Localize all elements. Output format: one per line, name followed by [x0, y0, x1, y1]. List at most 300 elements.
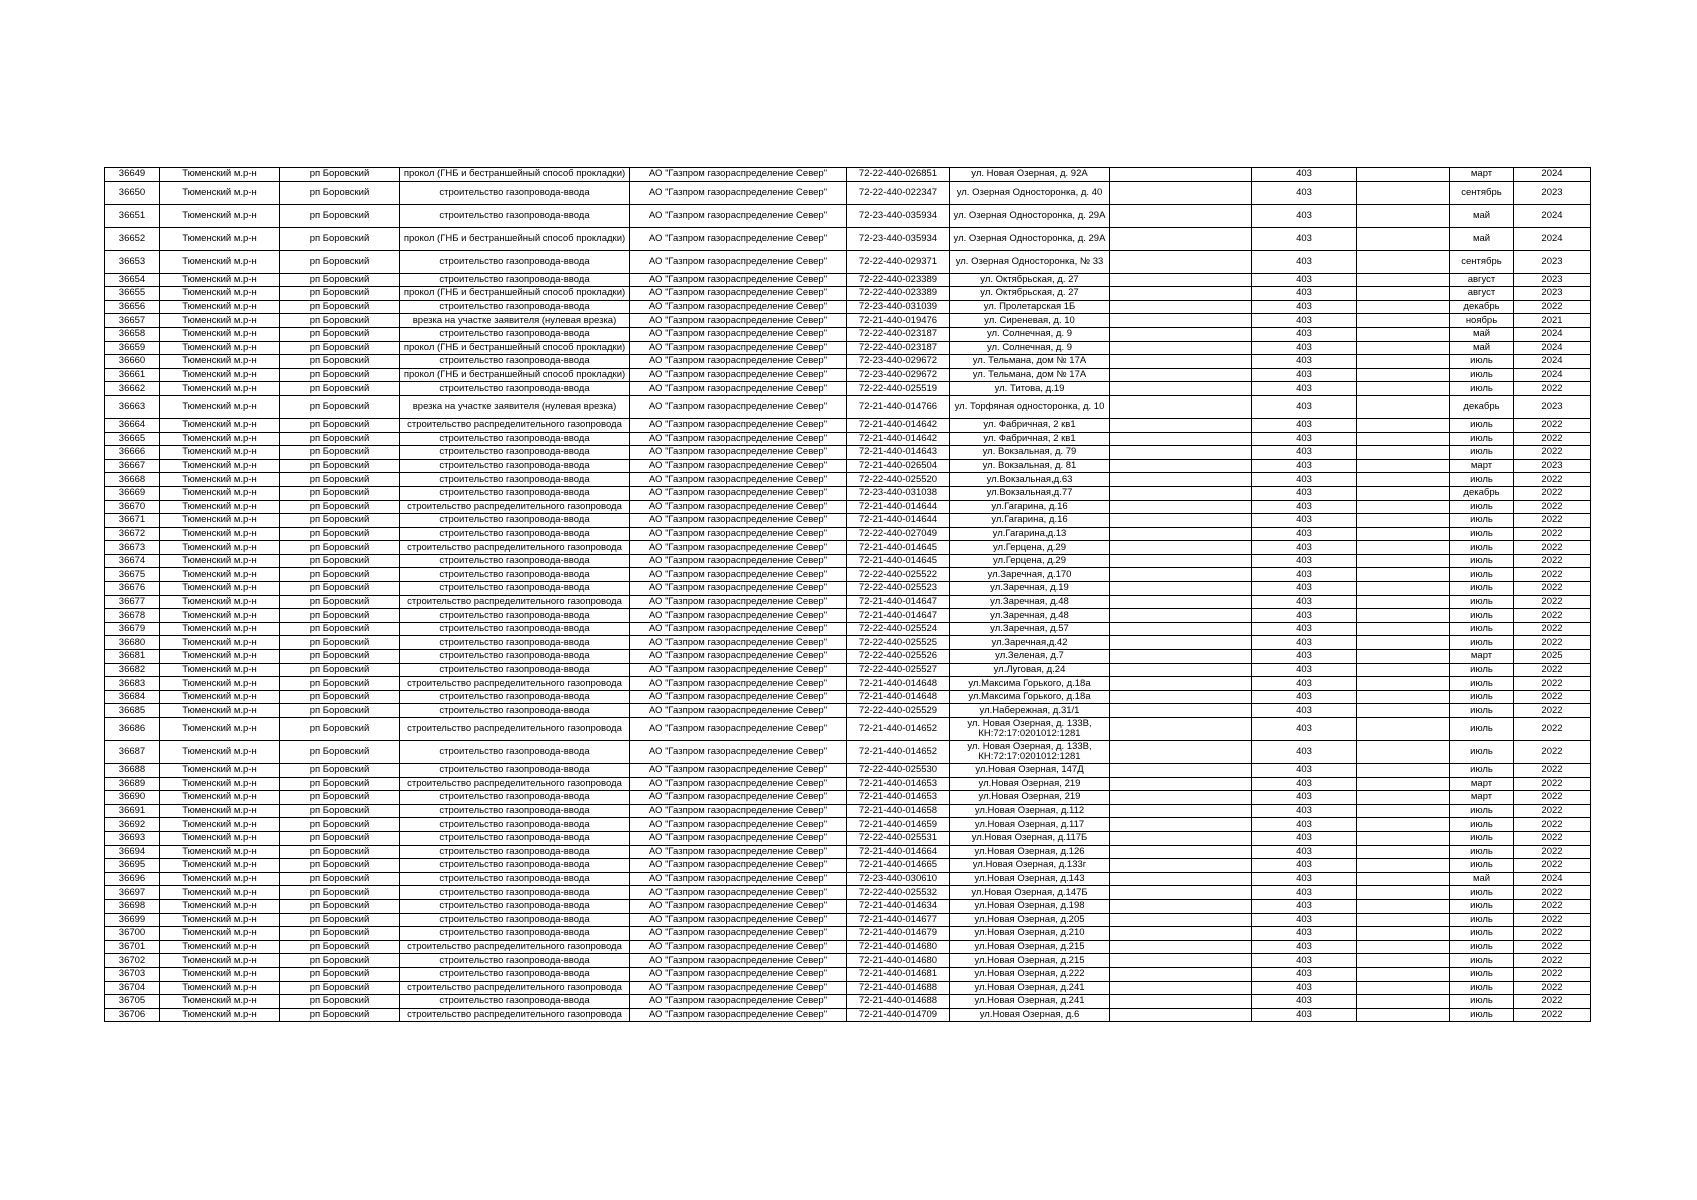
number-cell: 72-21-440-014653 — [847, 777, 950, 791]
organization-cell: АО "Газпром газораспределение Север" — [630, 609, 847, 623]
address-cell: ул.Заречная, д.19 — [950, 582, 1110, 596]
table-row — [105, 804, 1591, 818]
table-row — [105, 995, 1591, 1009]
empty-cell — [1110, 872, 1252, 886]
address-cell: ул. Озерная Односторонка, д. 29А — [950, 204, 1110, 227]
number-cell: 72-22-440-025525 — [847, 636, 950, 650]
number-cell: 72-22-440-027049 — [847, 527, 950, 541]
empty-cell — [1110, 355, 1252, 369]
work-type-cell: строительство распределительного газопровода — [400, 500, 630, 514]
organization-cell: АО "Газпром газораспределение Север" — [630, 554, 847, 568]
district-cell: Тюменский м.р-н — [160, 568, 280, 582]
year-cell: 2024 — [1514, 355, 1591, 369]
empty-cell — [1110, 314, 1252, 328]
work-type-cell: строительство газопровода-ввода — [400, 886, 630, 900]
year-cell: 2022 — [1514, 899, 1591, 913]
record-id-cell: 36650 — [105, 181, 160, 204]
code-cell: 403 — [1252, 168, 1357, 182]
empty-cell — [1357, 845, 1450, 859]
month-cell: май — [1450, 327, 1514, 341]
work-type-cell: строительство газопровода-ввода — [400, 899, 630, 913]
code-cell: 403 — [1252, 314, 1357, 328]
empty-cell — [1110, 204, 1252, 227]
number-cell: 72-23-440-030610 — [847, 872, 950, 886]
year-cell: 2022 — [1514, 940, 1591, 954]
table-row — [105, 663, 1591, 677]
empty-cell — [1357, 859, 1450, 873]
year-cell: 2022 — [1514, 418, 1591, 432]
code-cell: 403 — [1252, 609, 1357, 623]
record-id-cell: 36685 — [105, 704, 160, 718]
organization-cell: АО "Газпром газораспределение Север" — [630, 872, 847, 886]
address-cell: ул.Новая Озерная, д.215 — [950, 954, 1110, 968]
organization-cell: АО "Газпром газораспределение Север" — [630, 818, 847, 832]
record-id-cell: 36672 — [105, 527, 160, 541]
address-cell: ул. Вокзальная, д. 79 — [950, 446, 1110, 460]
settlement-cell: рп Боровский — [280, 204, 400, 227]
address-cell: ул.Гагарина, д.16 — [950, 500, 1110, 514]
address-cell: ул. Озерная Односторонка, д. 29А — [950, 227, 1110, 250]
settlement-cell: рп Боровский — [280, 1008, 400, 1022]
district-cell: Тюменский м.р-н — [160, 287, 280, 301]
organization-cell: АО "Газпром газораспределение Север" — [630, 791, 847, 805]
address-cell: ул.Новая Озерная, д.143 — [950, 872, 1110, 886]
table-row — [105, 859, 1591, 873]
district-cell: Тюменский м.р-н — [160, 818, 280, 832]
number-cell: 72-22-440-023187 — [847, 341, 950, 355]
work-type-cell: прокол (ГНБ и бестраншейный способ прокладки) — [400, 227, 630, 250]
record-id-cell: 36680 — [105, 636, 160, 650]
settlement-cell: рп Боровский — [280, 273, 400, 287]
table-row — [105, 341, 1591, 355]
address-cell: ул.Новая Озерная, д.241 — [950, 981, 1110, 995]
number-cell: 72-21-440-014677 — [847, 913, 950, 927]
table-row — [105, 704, 1591, 718]
empty-cell — [1357, 764, 1450, 778]
empty-cell — [1110, 250, 1252, 273]
organization-cell: АО "Газпром газораспределение Север" — [630, 899, 847, 913]
settlement-cell: рп Боровский — [280, 250, 400, 273]
month-cell: июль — [1450, 568, 1514, 582]
code-cell: 403 — [1252, 954, 1357, 968]
table-row — [105, 446, 1591, 460]
table-row — [105, 204, 1591, 227]
organization-cell: АО "Газпром газораспределение Север" — [630, 804, 847, 818]
month-cell: июль — [1450, 636, 1514, 650]
district-cell: Тюменский м.р-н — [160, 181, 280, 204]
empty-cell — [1357, 554, 1450, 568]
empty-cell — [1110, 859, 1252, 873]
settlement-cell: рп Боровский — [280, 886, 400, 900]
district-cell: Тюменский м.р-н — [160, 300, 280, 314]
month-cell: июль — [1450, 818, 1514, 832]
work-type-cell: строительство газопровода-ввода — [400, 650, 630, 664]
empty-cell — [1357, 791, 1450, 805]
district-cell: Тюменский м.р-н — [160, 273, 280, 287]
address-cell: ул. Тельмана, дом № 17А — [950, 368, 1110, 382]
number-cell: 72-21-440-014645 — [847, 541, 950, 555]
empty-cell — [1357, 886, 1450, 900]
table-row — [105, 418, 1591, 432]
organization-cell: АО "Газпром газораспределение Север" — [630, 690, 847, 704]
work-type-cell: прокол (ГНБ и бестраншейный способ прокладки) — [400, 368, 630, 382]
table-row — [105, 382, 1591, 396]
empty-cell — [1110, 368, 1252, 382]
empty-cell — [1357, 514, 1450, 528]
settlement-cell: рп Боровский — [280, 568, 400, 582]
settlement-cell: рп Боровский — [280, 940, 400, 954]
organization-cell: АО "Газпром газораспределение Север" — [630, 418, 847, 432]
address-cell: ул.Новая Озерная, 219 — [950, 777, 1110, 791]
district-cell: Тюменский м.р-н — [160, 314, 280, 328]
work-type-cell: строительство газопровода-ввода — [400, 554, 630, 568]
code-cell: 403 — [1252, 227, 1357, 250]
work-type-cell: строительство газопровода-ввода — [400, 446, 630, 460]
organization-cell: АО "Газпром газораспределение Север" — [630, 181, 847, 204]
year-cell: 2022 — [1514, 527, 1591, 541]
month-cell: июль — [1450, 704, 1514, 718]
year-cell: 2022 — [1514, 595, 1591, 609]
empty-cell — [1110, 622, 1252, 636]
month-cell: июль — [1450, 432, 1514, 446]
code-cell: 403 — [1252, 582, 1357, 596]
year-cell: 2024 — [1514, 327, 1591, 341]
empty-cell — [1110, 663, 1252, 677]
number-cell: 72-22-440-025522 — [847, 568, 950, 582]
code-cell: 403 — [1252, 777, 1357, 791]
organization-cell: АО "Газпром газораспределение Север" — [630, 432, 847, 446]
table-row — [105, 845, 1591, 859]
number-cell: 72-23-440-031038 — [847, 486, 950, 500]
record-id-cell: 36652 — [105, 227, 160, 250]
record-id-cell: 36675 — [105, 568, 160, 582]
year-cell: 2022 — [1514, 981, 1591, 995]
code-cell: 403 — [1252, 595, 1357, 609]
address-cell: ул. Новая Озерная, д. 133В, КН:72:17:0201012:1281 — [950, 741, 1110, 764]
table-row — [105, 940, 1591, 954]
table-row — [105, 432, 1591, 446]
month-cell: июль — [1450, 541, 1514, 555]
record-id-cell: 36673 — [105, 541, 160, 555]
month-cell: июль — [1450, 886, 1514, 900]
number-cell: 72-22-440-025524 — [847, 622, 950, 636]
empty-cell — [1357, 818, 1450, 832]
code-cell: 403 — [1252, 845, 1357, 859]
code-cell: 403 — [1252, 473, 1357, 487]
empty-cell — [1110, 886, 1252, 900]
district-cell: Тюменский м.р-н — [160, 967, 280, 981]
code-cell: 403 — [1252, 622, 1357, 636]
table-row — [105, 395, 1591, 418]
month-cell: июль — [1450, 446, 1514, 460]
organization-cell: АО "Газпром газораспределение Север" — [630, 981, 847, 995]
month-cell: июль — [1450, 927, 1514, 941]
settlement-cell: рп Боровский — [280, 168, 400, 182]
number-cell: 72-23-440-029672 — [847, 355, 950, 369]
year-cell: 2022 — [1514, 777, 1591, 791]
organization-cell: АО "Газпром газораспределение Север" — [630, 704, 847, 718]
empty-cell — [1357, 273, 1450, 287]
year-cell: 2022 — [1514, 446, 1591, 460]
table-row — [105, 913, 1591, 927]
empty-cell — [1110, 541, 1252, 555]
code-cell: 403 — [1252, 677, 1357, 691]
number-cell: 72-23-440-029672 — [847, 368, 950, 382]
month-cell: июль — [1450, 913, 1514, 927]
address-cell: ул. Вокзальная, д. 81 — [950, 459, 1110, 473]
work-type-cell: строительство распределительного газопровода — [400, 541, 630, 555]
empty-cell — [1357, 500, 1450, 514]
table-row — [105, 981, 1591, 995]
address-cell: ул.Новая Озерная, д.241 — [950, 995, 1110, 1009]
empty-cell — [1357, 718, 1450, 741]
month-cell: июль — [1450, 859, 1514, 873]
code-cell: 403 — [1252, 355, 1357, 369]
year-cell: 2022 — [1514, 718, 1591, 741]
record-id-cell: 36684 — [105, 690, 160, 704]
work-type-cell: строительство газопровода-ввода — [400, 486, 630, 500]
empty-cell — [1357, 650, 1450, 664]
settlement-cell: рп Боровский — [280, 355, 400, 369]
table-row — [105, 609, 1591, 623]
empty-cell — [1357, 227, 1450, 250]
code-cell: 403 — [1252, 899, 1357, 913]
code-cell: 403 — [1252, 541, 1357, 555]
work-type-cell: строительство газопровода-ввода — [400, 204, 630, 227]
month-cell: декабрь — [1450, 395, 1514, 418]
empty-cell — [1357, 595, 1450, 609]
month-cell: март — [1450, 791, 1514, 805]
district-cell: Тюменский м.р-н — [160, 582, 280, 596]
number-cell: 72-21-440-014688 — [847, 981, 950, 995]
empty-cell — [1357, 314, 1450, 328]
record-id-cell: 36662 — [105, 382, 160, 396]
year-cell: 2022 — [1514, 568, 1591, 582]
settlement-cell: рп Боровский — [280, 927, 400, 941]
organization-cell: АО "Газпром газораспределение Север" — [630, 527, 847, 541]
year-cell: 2022 — [1514, 677, 1591, 691]
address-cell: ул.Новая Озерная, д.222 — [950, 967, 1110, 981]
empty-cell — [1357, 473, 1450, 487]
month-cell: июль — [1450, 981, 1514, 995]
number-cell: 72-21-440-014645 — [847, 554, 950, 568]
address-cell: ул.Заречная, д.48 — [950, 595, 1110, 609]
year-cell: 2022 — [1514, 582, 1591, 596]
district-cell: Тюменский м.р-н — [160, 791, 280, 805]
record-id-cell: 36659 — [105, 341, 160, 355]
address-cell: ул.Заречная,д.42 — [950, 636, 1110, 650]
number-cell: 72-23-440-035934 — [847, 204, 950, 227]
empty-cell — [1110, 327, 1252, 341]
district-cell: Тюменский м.р-н — [160, 718, 280, 741]
empty-cell — [1357, 741, 1450, 764]
code-cell: 403 — [1252, 432, 1357, 446]
year-cell: 2022 — [1514, 831, 1591, 845]
empty-cell — [1110, 791, 1252, 805]
table-row — [105, 181, 1591, 204]
district-cell: Тюменский м.р-н — [160, 981, 280, 995]
empty-cell — [1110, 650, 1252, 664]
empty-cell — [1110, 473, 1252, 487]
organization-cell: АО "Газпром газораспределение Север" — [630, 250, 847, 273]
year-cell: 2023 — [1514, 459, 1591, 473]
district-cell: Тюменский м.р-н — [160, 327, 280, 341]
organization-cell: АО "Газпром газораспределение Север" — [630, 500, 847, 514]
settlement-cell: рп Боровский — [280, 804, 400, 818]
empty-cell — [1357, 204, 1450, 227]
month-cell: июль — [1450, 582, 1514, 596]
organization-cell: АО "Газпром газораспределение Север" — [630, 473, 847, 487]
number-cell: 72-21-440-014709 — [847, 1008, 950, 1022]
year-cell: 2024 — [1514, 872, 1591, 886]
district-cell: Тюменский м.р-н — [160, 913, 280, 927]
record-id-cell: 36698 — [105, 899, 160, 913]
address-cell: ул.Новая Озерная, д.133г — [950, 859, 1110, 873]
record-id-cell: 36663 — [105, 395, 160, 418]
address-cell: ул.Новая Озерная, 147Д — [950, 764, 1110, 778]
code-cell: 403 — [1252, 341, 1357, 355]
empty-cell — [1357, 872, 1450, 886]
number-cell: 72-21-440-014680 — [847, 940, 950, 954]
district-cell: Тюменский м.р-н — [160, 650, 280, 664]
work-type-cell: строительство газопровода-ввода — [400, 791, 630, 805]
settlement-cell: рп Боровский — [280, 636, 400, 650]
number-cell: 72-21-440-014664 — [847, 845, 950, 859]
number-cell: 72-21-440-014659 — [847, 818, 950, 832]
empty-cell — [1357, 636, 1450, 650]
record-id-cell: 36667 — [105, 459, 160, 473]
month-cell: июль — [1450, 595, 1514, 609]
empty-cell — [1110, 899, 1252, 913]
year-cell: 2022 — [1514, 541, 1591, 555]
number-cell: 72-21-440-014634 — [847, 899, 950, 913]
work-type-cell: строительство газопровода-ввода — [400, 995, 630, 1009]
empty-cell — [1110, 595, 1252, 609]
year-cell: 2024 — [1514, 227, 1591, 250]
empty-cell — [1357, 287, 1450, 301]
number-cell: 72-22-440-025531 — [847, 831, 950, 845]
table-row — [105, 764, 1591, 778]
address-cell: ул.Новая Озерная, 219 — [950, 791, 1110, 805]
empty-cell — [1110, 432, 1252, 446]
work-type-cell: строительство газопровода-ввода — [400, 872, 630, 886]
month-cell: июль — [1450, 514, 1514, 528]
table-row — [105, 872, 1591, 886]
empty-cell — [1357, 181, 1450, 204]
work-type-cell: строительство газопровода-ввода — [400, 250, 630, 273]
settlement-cell: рп Боровский — [280, 899, 400, 913]
work-type-cell: прокол (ГНБ и бестраншейный способ прокладки) — [400, 168, 630, 182]
code-cell: 403 — [1252, 791, 1357, 805]
settlement-cell: рп Боровский — [280, 677, 400, 691]
year-cell: 2022 — [1514, 609, 1591, 623]
year-cell: 2022 — [1514, 927, 1591, 941]
number-cell: 72-21-440-014652 — [847, 741, 950, 764]
settlement-cell: рп Боровский — [280, 954, 400, 968]
month-cell: март — [1450, 459, 1514, 473]
empty-cell — [1357, 418, 1450, 432]
table-row — [105, 355, 1591, 369]
month-cell: июль — [1450, 368, 1514, 382]
code-cell: 403 — [1252, 1008, 1357, 1022]
empty-cell — [1110, 704, 1252, 718]
number-cell: 72-22-440-025530 — [847, 764, 950, 778]
record-id-cell: 36666 — [105, 446, 160, 460]
table-row — [105, 650, 1591, 664]
address-cell: ул. Сиреневая, д. 10 — [950, 314, 1110, 328]
address-cell: ул. Октябрьская, д. 27 — [950, 273, 1110, 287]
work-type-cell: строительство газопровода-ввода — [400, 636, 630, 650]
number-cell: 72-22-440-025527 — [847, 663, 950, 677]
number-cell: 72-21-440-014679 — [847, 927, 950, 941]
district-cell: Тюменский м.р-н — [160, 250, 280, 273]
record-id-cell: 36670 — [105, 500, 160, 514]
table-row — [105, 459, 1591, 473]
empty-cell — [1110, 690, 1252, 704]
district-cell: Тюменский м.р-н — [160, 622, 280, 636]
record-id-cell: 36695 — [105, 859, 160, 873]
settlement-cell: рп Боровский — [280, 300, 400, 314]
address-cell: ул. Октябрьская, д. 27 — [950, 287, 1110, 301]
work-type-cell: строительство газопровода-ввода — [400, 804, 630, 818]
district-cell: Тюменский м.р-н — [160, 395, 280, 418]
organization-cell: АО "Газпром газораспределение Север" — [630, 300, 847, 314]
settlement-cell: рп Боровский — [280, 704, 400, 718]
code-cell: 403 — [1252, 741, 1357, 764]
empty-cell — [1110, 636, 1252, 650]
address-cell: ул.Новая Озерная, д.198 — [950, 899, 1110, 913]
work-type-cell: строительство газопровода-ввода — [400, 831, 630, 845]
year-cell: 2022 — [1514, 995, 1591, 1009]
code-cell: 403 — [1252, 967, 1357, 981]
year-cell: 2022 — [1514, 913, 1591, 927]
code-cell: 403 — [1252, 300, 1357, 314]
record-id-cell: 36649 — [105, 168, 160, 182]
month-cell: июль — [1450, 967, 1514, 981]
work-type-cell: строительство газопровода-ввода — [400, 913, 630, 927]
code-cell: 403 — [1252, 382, 1357, 396]
month-cell: июль — [1450, 355, 1514, 369]
empty-cell — [1357, 300, 1450, 314]
record-id-cell: 36694 — [105, 845, 160, 859]
address-cell: ул.Максима Горького, д.18а — [950, 677, 1110, 691]
work-type-cell: строительство газопровода-ввода — [400, 859, 630, 873]
empty-cell — [1357, 541, 1450, 555]
district-cell: Тюменский м.р-н — [160, 636, 280, 650]
table-row — [105, 595, 1591, 609]
code-cell: 403 — [1252, 459, 1357, 473]
record-id-cell: 36655 — [105, 287, 160, 301]
code-cell: 403 — [1252, 718, 1357, 741]
work-type-cell: строительство распределительного газопровода — [400, 595, 630, 609]
work-type-cell: строительство газопровода-ввода — [400, 741, 630, 764]
number-cell: 72-21-440-014680 — [847, 954, 950, 968]
year-cell: 2022 — [1514, 486, 1591, 500]
empty-cell — [1110, 913, 1252, 927]
work-type-cell: строительство распределительного газопровода — [400, 418, 630, 432]
address-cell: ул. Солнечная, д. 9 — [950, 341, 1110, 355]
year-cell: 2022 — [1514, 764, 1591, 778]
organization-cell: АО "Газпром газораспределение Север" — [630, 204, 847, 227]
address-cell: ул. Новая Озерная, д. 92А — [950, 168, 1110, 182]
year-cell: 2022 — [1514, 1008, 1591, 1022]
number-cell: 72-21-440-014648 — [847, 677, 950, 691]
work-type-cell: строительство газопровода-ввода — [400, 609, 630, 623]
empty-cell — [1357, 527, 1450, 541]
year-cell: 2023 — [1514, 273, 1591, 287]
year-cell: 2022 — [1514, 663, 1591, 677]
empty-cell — [1110, 777, 1252, 791]
